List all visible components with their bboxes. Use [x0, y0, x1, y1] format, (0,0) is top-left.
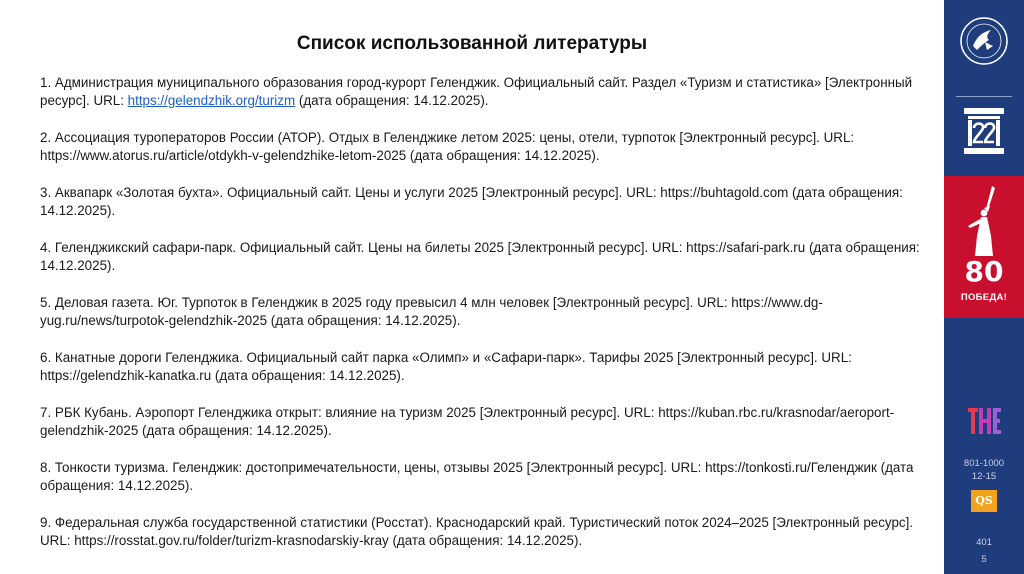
reference-item: 8. Тонкости туризма. Геленджик: достопримечательности, цены, отзывы 2025 [Электронный ресурс]. URL: https://tonkosti.ru/Геленджик (дата обращения: 14.12.2025).: [40, 460, 914, 493]
reference-item: 7. РБК Кубань. Аэропорт Геленджика открыт: влияние на туризм 2025 [Электронный ресурс]. URL: https://kuban.rbc.ru/krasnodar/aeroport-gelendzhik-2025 (дата обращения: 14.12.2025).: [40, 405, 895, 438]
the-rank: 801-1000: [963, 458, 1005, 469]
victory-text: ПОБЕДА!: [960, 292, 1008, 303]
reference-item: [40, 74, 935, 110]
reference-item: 6. Канатные дороги Геленджика. Официальный сайт парка «Олимп» и «Сафари-парк». Тарифы 2025 [Электронный ресурс]. URL: https://gelendzhik-kanatka.ru (дата обращения: 14.12.2025).: [40, 350, 852, 383]
the-ranking-icon: [966, 404, 1002, 438]
reference-text: (дата обращения: 14.12.2025).: [295, 93, 489, 108]
reference-item: 5. Деловая газета. Юг. Турпоток в Геленджик в 2025 году превысил 4 млн человек [Электронный ресурс]. URL: https://www.dg-yug.ru/news/turpotok-gelendzhik-2025 (дата обращения: 14.12.2025).: [40, 295, 823, 328]
university-emblem-icon: [959, 16, 1009, 66]
divider: [956, 96, 1012, 97]
qs-rank: 401: [976, 537, 992, 548]
slide-title: Список использованной литературы: [296, 33, 648, 54]
reference-item: 3. Аквапарк «Золотая бухта». Официальный сайт. Цены и услуги 2025 [Электронный ресурс]. URL: https://buhtagold.com (дата обращения: 14.12.2025).: [40, 185, 903, 218]
reference-item: 4. Геленджикский сафари-парк. Официальный сайт. Цены на билеты 2025 [Электронный ресурс]. URL: https://safari-park.ru (дата обращения: 14.12.2025).: [40, 240, 920, 273]
reference-link[interactable]: https://gelendzhik.org/turizm: [127, 93, 296, 108]
victory-number: 80: [964, 255, 1004, 288]
university-branding: [944, 0, 1024, 176]
reference-item: 2. Ассоциация туроператоров России (АТОР). Отдых в Геленджике летом 2025: цены, отели, турпоток [Электронный ресурс]. URL: https://www.atorus.ru/article/otdykh-v-gelendzhike-letom-2025 (дата обращения: 14.12.2025).: [40, 130, 855, 163]
motherland-statue-icon: [962, 184, 1006, 258]
reference-list: [40, 74, 935, 569]
reference-item: 9. Федеральная служба государственной статистики (Росстат). Краснодарский край. Туристический поток 2024–2025 [Электронный ресурс]. URL: https://rosstat.gov.ru/folder/turizm-krasnodarskiy-kray (дата обращения: 14.12.2025).: [40, 515, 914, 548]
page-number: 5: [981, 554, 987, 565]
the-rank-sub: 12-15: [971, 471, 997, 482]
branding-sidebar: [944, 0, 1024, 574]
anniversary-220-icon: [962, 106, 1006, 158]
qs-ranking-icon: QS: [971, 490, 997, 512]
reference-text: 1. Администрация муниципального образования город-курорт Геленджик. Официальный сайт. Раздел «Туризм и статистика» [Электронный ресурс]. URL:: [40, 75, 913, 108]
